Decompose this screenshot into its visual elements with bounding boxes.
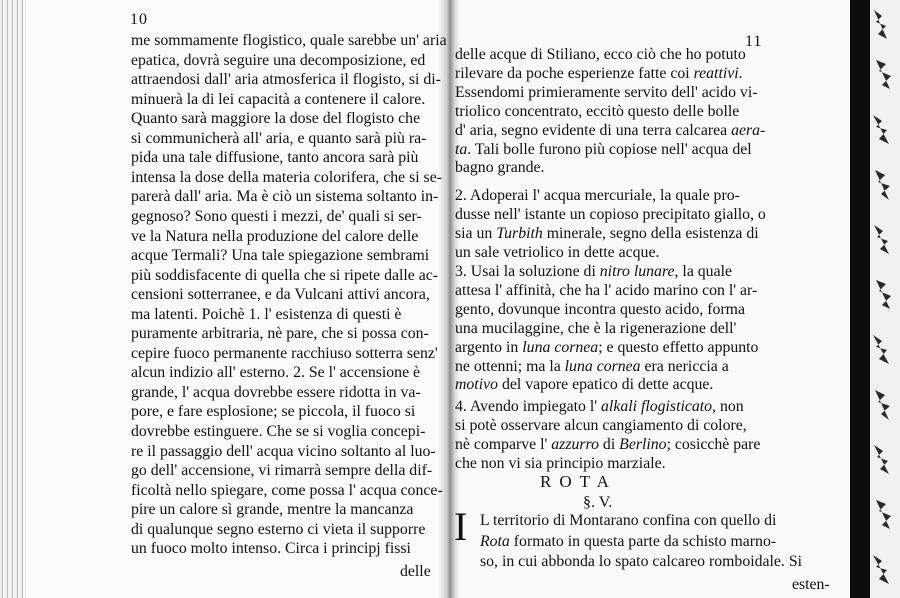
left-text-line: go dell' accensione, vi rimarrà sempre della dif- (131, 462, 433, 480)
italic-term: luna cornea (522, 338, 599, 356)
italic-term: alkali flogisticato (601, 398, 713, 415)
right-text-line: L territorio di Montarano confina con quello di (480, 512, 777, 529)
right-text-line: ne ottenni; ma la luna cornea era nericcia a (455, 357, 729, 375)
right-text-line: nè comparve l' azzurro di Berlino; cosicchè pare (455, 435, 761, 453)
right-text-line: che non vi sia principio marziale. (455, 454, 666, 472)
left-text-line: pire un calore sì grande, mentre la mancanza (131, 501, 414, 519)
right-text-line: ta. Tali bolle furono più copiose nell' acqua del (455, 140, 752, 158)
left-text-line: grande, l' acqua dovrebbe essere ridotta in va- (131, 383, 421, 401)
italic-term: azzurro (551, 435, 599, 453)
right-text-line: motivo del vapore epatico di dette acque. (455, 376, 714, 394)
right-text-line: Essendomi primieramente servito dell' acido vi- (455, 83, 758, 101)
right-text-line: Rota formato in questa parte da schisto marno- (480, 532, 777, 550)
left-catchword: delle (400, 563, 431, 580)
left-page-number: 10 (130, 11, 148, 28)
right-text-line: gento, dovunque incontra questo acido, forma (455, 300, 745, 318)
left-text-line: ve la Natura nella produzione del calore delle (131, 227, 419, 245)
left-text-line: puramente arbitraria, nè pare, che si possa con- (131, 325, 429, 343)
italic-term: luna cornea (564, 357, 641, 375)
left-text-line: gegnoso? Sono questi i mezzi, de' quali si ser- (131, 207, 422, 225)
right-text-line: sia un Turbith minerale, segno della esistenza di (455, 224, 759, 242)
left-text-line: più soddisfacente di quella che si ripete dalle ac- (131, 266, 439, 284)
drop-cap: I (454, 504, 468, 549)
left-text-line: cepire fuoco permanente racchiuso sotterra senz' (131, 344, 438, 362)
left-text-line: pore, e fare esplosione; se piccola, il fuoco si (131, 403, 416, 421)
left-text-line: intensa la dose della materia colorifera, che si se- (131, 168, 442, 186)
right-page-number: 11 (745, 33, 763, 50)
left-text-line: attraendosi dall' aria atmosferica il flogisto, si di- (131, 71, 441, 89)
right-text-line: rilevare da poche esperienze fatte coi reattivi. (455, 64, 743, 82)
right-text-line: una mucilaggine, che è la rigenerazione dell' (455, 319, 737, 337)
page-edge-shadow (850, 0, 870, 598)
left-text-line: dovrebbe estinguere. Che se si voglia concepi- (131, 423, 426, 440)
right-text-line: un sale vetriolico in dette acque. (455, 243, 660, 261)
italic-term: motivo (455, 376, 498, 394)
right-text-line: attesa l' affinità, che ha l' acido marino con l' ar- (455, 281, 758, 299)
right-text-line: 4. Avendo impiegato l' alkali flogisticato, non (455, 398, 744, 415)
italic-term: ta (455, 140, 468, 158)
italic-term: Turbith (496, 224, 543, 242)
right-text-line: dusse nell' istante un copioso precipitato giallo, o (455, 205, 766, 223)
left-text-line: me sommamente flogistico, quale sarebbe un' aria (131, 32, 447, 49)
left-text-line: di qualunque segno esterno ci vieta il supporre (131, 520, 426, 538)
page-edges-left (0, 0, 26, 598)
section-number: §. V. (583, 494, 613, 511)
left-text-line: acque Termali? Una tale spiegazione sembrami (131, 247, 430, 265)
right-text-line: 3. Usai la soluzione di nitro lunare, la quale (455, 263, 732, 280)
left-text-line: un fuoco molto intenso. Circa i principj fissi (131, 540, 411, 558)
right-text-line: delle acque di Stiliano, ecco ciò che ho potuto (455, 46, 746, 63)
right-text-line: 2. Adoperai l' acqua mercuriale, la quale pro- (455, 187, 740, 204)
italic-term: aera- (731, 121, 766, 139)
left-text-line: minuerà la di lei capacità a contenere il calore. (131, 90, 426, 108)
right-text-line: so, in cui abbonda lo spato calcareo romboidale. Si (480, 553, 802, 570)
left-text-line: alcun indizio all' esterno. 2. Se l' accensione è (131, 364, 421, 382)
right-text-line: d' aria, segno evidente di una terra calcarea aera- (455, 121, 766, 139)
left-text-line: censioni sotterranee, e da Vulcani attivi ancora, (131, 286, 430, 304)
italic-term: Berlino (619, 435, 667, 453)
left-text-line: re il passaggio dell' acqua vicino soltanto al luo- (131, 442, 436, 460)
left-text-line: ma latenti. Poichè 1. l' esistenza di questi è (131, 305, 402, 323)
italic-term: nitro lunare (599, 263, 675, 280)
right-text-line: si potè osservare alcun cangiamento di colore, (455, 416, 747, 434)
right-text-line: triolico concentrato, eccitò questo delle bolle (455, 102, 740, 120)
left-text-line: epatica, dovrà seguire una decomposizione, ed (131, 51, 426, 69)
left-text-line: ficoltà nello spiegare, come possa l' acqua conce- (131, 481, 443, 499)
right-text-line: bagno grande. (455, 159, 545, 177)
left-text-line: Quanto sarà maggiore la dose del flogisto che (131, 110, 421, 128)
right-catchword: esten- (792, 576, 830, 593)
left-text-line: pida una tale diffusione, tanto ancora sarà più (131, 149, 419, 167)
right-text-line: argento in luna cornea; e questo effetto appunto (455, 338, 759, 356)
left-text-line: parerà dall' aria. Ma è ciò un sistema soltanto in- (131, 188, 439, 206)
left-text-line: si communicherà all' aria, e quanto sarà più ra- (131, 129, 427, 147)
italic-term: Rota (480, 532, 510, 550)
section-heading: ROTA (540, 472, 617, 491)
italic-term: reattivi (693, 64, 739, 82)
marbled-cover-edge (870, 0, 900, 598)
